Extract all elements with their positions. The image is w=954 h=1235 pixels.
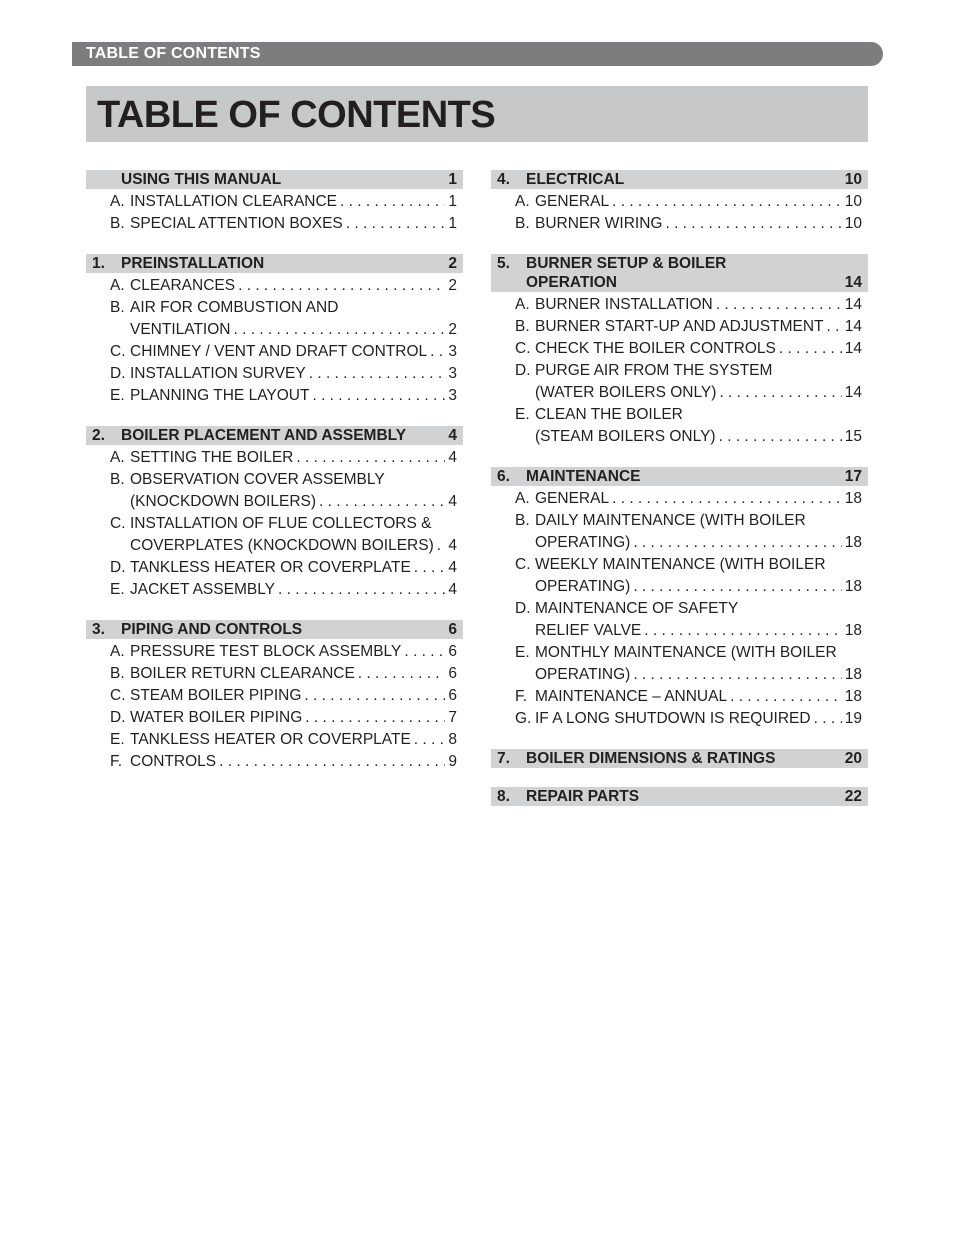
dot-leader xyxy=(414,557,446,579)
entry-page-number: 1 xyxy=(448,193,457,210)
entry-text: (KNOCKDOWN BOILERS) xyxy=(130,493,317,510)
section-page-number: 17 xyxy=(844,468,862,485)
entry-letter: D. xyxy=(515,600,531,617)
toc-section xyxy=(491,170,868,235)
entry-row xyxy=(535,338,862,360)
entry-row xyxy=(130,513,457,535)
entry-letter: C. xyxy=(110,515,126,532)
entry-page-number: 7 xyxy=(448,709,457,726)
section-title: PIPING AND CONTROLS xyxy=(121,621,303,638)
entry-page-number: 4 xyxy=(448,581,457,598)
entry-page-number: 18 xyxy=(844,578,862,595)
entry-page-number: 9 xyxy=(448,753,457,770)
entry-row xyxy=(535,532,862,554)
entry-letter: E. xyxy=(110,581,125,598)
section-page-number: 6 xyxy=(448,621,457,638)
toc-entry[interactable] xyxy=(491,642,868,664)
entry-text: RELIEF VALVE xyxy=(535,622,642,639)
toc-entry[interactable] xyxy=(491,426,868,448)
section-number: 5. xyxy=(497,255,510,272)
entry-page-number: 18 xyxy=(844,666,862,683)
entry-text: INSTALLATION SURVEY xyxy=(130,365,306,382)
toc-entry[interactable] xyxy=(491,382,868,404)
entry-page-number: 6 xyxy=(448,665,457,682)
entry-row xyxy=(130,297,457,319)
entry-text: OPERATING) xyxy=(535,578,631,595)
entry-page-number: 10 xyxy=(844,193,862,210)
section-page-number: 10 xyxy=(844,171,862,188)
toc-entry[interactable] xyxy=(86,319,463,341)
entry-text: COVERPLATES (KNOCKDOWN BOILERS) xyxy=(130,537,434,554)
dot-leader xyxy=(827,316,842,338)
entry-text: BOILER RETURN CLEARANCE xyxy=(130,665,355,682)
dot-leader xyxy=(319,491,445,513)
section-number: 3. xyxy=(92,621,105,638)
entry-row xyxy=(535,360,862,382)
entry-page-number: 8 xyxy=(448,731,457,748)
entry-page-number: 18 xyxy=(844,534,862,551)
entry-text: INSTALLATION OF FLUE COLLECTORS & xyxy=(130,515,432,532)
entry-page-number: 15 xyxy=(844,428,862,445)
toc-section xyxy=(86,170,463,235)
entry-row xyxy=(535,488,862,510)
toc-entry[interactable] xyxy=(491,554,868,576)
section-title: BOILER PLACEMENT AND ASSEMBLY xyxy=(121,427,407,444)
entry-row xyxy=(130,707,457,729)
entry-page-number: 14 xyxy=(844,318,862,335)
entry-text: CONTROLS xyxy=(130,753,217,770)
entry-text: (STEAM BOILERS ONLY) xyxy=(535,428,716,445)
entry-row xyxy=(130,579,457,601)
entry-letter: E. xyxy=(110,731,125,748)
entry-text: VENTILATION xyxy=(130,321,231,338)
entry-text: GENERAL xyxy=(535,490,610,507)
toc-section xyxy=(86,254,463,407)
entry-text: CHIMNEY / VENT AND DRAFT CONTROL xyxy=(130,343,428,360)
entry-text: PRESSURE TEST BLOCK ASSEMBLY xyxy=(130,643,402,660)
entry-text: GENERAL xyxy=(535,193,610,210)
entry-row xyxy=(130,363,457,385)
section-number: 2. xyxy=(92,427,105,444)
entry-row xyxy=(130,341,457,363)
entry-text: CHECK THE BOILER CONTROLS xyxy=(535,340,776,357)
section-heading[interactable] xyxy=(491,254,868,292)
toc-entry[interactable] xyxy=(86,729,463,751)
toc-column-left xyxy=(86,170,463,792)
section-title-line2: OPERATION xyxy=(526,274,617,291)
entry-letter: F. xyxy=(515,688,528,705)
entry-row xyxy=(535,213,862,235)
dot-leader xyxy=(304,685,445,707)
toc-entry[interactable] xyxy=(86,641,463,663)
entry-row xyxy=(130,729,457,751)
toc-section xyxy=(491,254,868,448)
entry-page-number: 14 xyxy=(844,340,862,357)
entry-row xyxy=(130,557,457,579)
toc-entry[interactable] xyxy=(491,316,868,338)
entry-page-number: 18 xyxy=(844,688,862,705)
toc-entry[interactable] xyxy=(86,275,463,297)
toc-entry[interactable] xyxy=(86,513,463,535)
entry-row xyxy=(130,213,457,235)
dot-leader xyxy=(358,663,446,685)
toc-entry[interactable] xyxy=(86,447,463,469)
section-number: 4. xyxy=(497,171,510,188)
toc-entry[interactable] xyxy=(86,707,463,729)
dot-leader xyxy=(305,707,445,729)
entry-page-number: 3 xyxy=(448,387,457,404)
toc-entry[interactable] xyxy=(86,579,463,601)
dot-leader xyxy=(719,426,842,448)
entry-row xyxy=(535,191,862,213)
entry-text: AIR FOR COMBUSTION AND xyxy=(130,299,339,316)
page-title: TABLE OF CONTENTS xyxy=(97,94,496,136)
title-band xyxy=(86,86,868,142)
dot-leader xyxy=(233,319,445,341)
toc-entry[interactable] xyxy=(86,363,463,385)
entry-text: CLEAN THE BOILER xyxy=(535,406,683,423)
section-title: ELECTRICAL xyxy=(526,171,625,188)
toc-entry[interactable] xyxy=(86,663,463,685)
entry-letter: C. xyxy=(515,340,531,357)
entry-row xyxy=(130,685,457,707)
entry-page-number: 6 xyxy=(448,687,457,704)
section-page-number: 2 xyxy=(448,255,457,272)
dot-leader xyxy=(346,213,446,235)
entry-row xyxy=(130,469,457,491)
entry-page-number: 3 xyxy=(448,343,457,360)
entry-letter: D. xyxy=(110,559,126,576)
toc-entry[interactable] xyxy=(491,598,868,620)
entry-text: PURGE AIR FROM THE SYSTEM xyxy=(535,362,773,379)
entry-row xyxy=(130,191,457,213)
section-page-number: 1 xyxy=(448,171,457,188)
dot-leader xyxy=(633,664,841,686)
entry-page-number: 2 xyxy=(448,321,457,338)
dot-leader xyxy=(414,729,446,751)
toc-entry[interactable] xyxy=(86,491,463,513)
entry-page-number: 18 xyxy=(844,490,862,507)
entry-letter: B. xyxy=(110,299,125,316)
entry-text: DAILY MAINTENANCE (WITH BOILER xyxy=(535,512,806,529)
section-title: BURNER SETUP & BOILER xyxy=(526,255,727,272)
section-number: 1. xyxy=(92,255,105,272)
toc-section xyxy=(491,749,868,768)
entry-row xyxy=(130,663,457,685)
entry-page-number: 14 xyxy=(844,384,862,401)
entry-letter: B. xyxy=(515,215,530,232)
dot-leader xyxy=(404,641,445,663)
header-tab xyxy=(72,42,883,66)
toc-entry[interactable] xyxy=(491,488,868,510)
entry-row xyxy=(130,535,457,557)
entry-text: TANKLESS HEATER OR COVERPLATE xyxy=(130,559,411,576)
entry-row xyxy=(535,316,862,338)
toc-entry[interactable] xyxy=(491,510,868,532)
entry-text: SPECIAL ATTENTION BOXES xyxy=(130,215,343,232)
section-heading[interactable] xyxy=(491,467,868,486)
entry-row xyxy=(535,404,862,426)
entry-row xyxy=(535,664,862,686)
toc-entry[interactable] xyxy=(491,686,868,708)
toc-entry[interactable] xyxy=(491,708,868,730)
entry-text: MAINTENANCE OF SAFETY xyxy=(535,600,739,617)
entry-letter: G. xyxy=(515,710,532,727)
entry-page-number: 4 xyxy=(448,493,457,510)
entry-text: OPERATING) xyxy=(535,534,631,551)
entry-row xyxy=(535,620,862,642)
entry-row xyxy=(535,642,862,664)
dot-leader xyxy=(219,751,445,773)
dot-leader xyxy=(665,213,841,235)
section-page-number: 22 xyxy=(844,788,862,805)
toc-entry[interactable] xyxy=(491,532,868,554)
entry-row xyxy=(130,641,457,663)
toc-entry[interactable] xyxy=(86,469,463,491)
entry-page-number: 19 xyxy=(844,710,862,727)
dot-leader xyxy=(612,488,842,510)
dot-leader xyxy=(309,363,446,385)
toc-entry[interactable] xyxy=(86,341,463,363)
section-heading[interactable] xyxy=(491,170,868,189)
dot-leader xyxy=(814,708,842,730)
entry-letter: B. xyxy=(110,665,125,682)
entry-letter: E. xyxy=(110,387,125,404)
section-number: 7. xyxy=(497,750,510,767)
dot-leader xyxy=(644,620,842,642)
toc-entry[interactable] xyxy=(491,213,868,235)
entry-page-number: 18 xyxy=(844,622,862,639)
entry-letter: B. xyxy=(515,318,530,335)
entry-letter: A. xyxy=(110,449,125,466)
dot-leader xyxy=(612,191,842,213)
entry-letter: A. xyxy=(110,643,125,660)
entry-letter: A. xyxy=(110,193,125,210)
dot-leader xyxy=(633,576,841,598)
entry-row xyxy=(535,576,862,598)
entry-letter: A. xyxy=(110,277,125,294)
section-page-number: 14 xyxy=(844,274,862,291)
dot-leader xyxy=(719,382,841,404)
section-title: PREINSTALLATION xyxy=(121,255,265,272)
entry-page-number: 4 xyxy=(448,449,457,466)
dot-leader xyxy=(437,535,446,557)
entry-text: PLANNING THE LAYOUT xyxy=(130,387,310,404)
entry-row xyxy=(130,751,457,773)
toc-entry[interactable] xyxy=(86,751,463,773)
entry-letter: C. xyxy=(110,687,126,704)
entry-row xyxy=(535,598,862,620)
section-heading[interactable] xyxy=(86,170,463,189)
entry-row xyxy=(130,275,457,297)
entry-text: MAINTENANCE – ANNUAL xyxy=(535,688,728,705)
entry-page-number: 4 xyxy=(448,559,457,576)
entry-row xyxy=(535,382,862,404)
dot-leader xyxy=(278,579,445,601)
dot-leader xyxy=(633,532,841,554)
entry-row xyxy=(130,447,457,469)
entry-letter: B. xyxy=(110,215,125,232)
entry-page-number: 6 xyxy=(448,643,457,660)
section-title: USING THIS MANUAL xyxy=(121,171,282,188)
toc-entry[interactable] xyxy=(491,294,868,316)
section-title: MAINTENANCE xyxy=(526,468,641,485)
entry-text: BURNER START-UP AND ADJUSTMENT xyxy=(535,318,824,335)
entry-text: TANKLESS HEATER OR COVERPLATE xyxy=(130,731,411,748)
entry-letter: D. xyxy=(515,362,531,379)
entry-row xyxy=(130,319,457,341)
entry-letter: A. xyxy=(515,296,530,313)
entry-text: INSTALLATION CLEARANCE xyxy=(130,193,338,210)
section-page-number: 4 xyxy=(448,427,457,444)
entry-page-number: 2 xyxy=(448,277,457,294)
header-tab-label: TABLE OF CONTENTS xyxy=(86,45,261,62)
section-number: 8. xyxy=(497,788,510,805)
entry-page-number: 1 xyxy=(448,215,457,232)
section-heading[interactable] xyxy=(86,426,463,445)
toc-entry[interactable] xyxy=(86,385,463,407)
entry-letter: A. xyxy=(515,490,530,507)
entry-text: MONTHLY MAINTENANCE (WITH BOILER xyxy=(535,644,837,661)
entry-text: OBSERVATION COVER ASSEMBLY xyxy=(130,471,385,488)
entry-page-number: 4 xyxy=(448,537,457,554)
entry-text: JACKET ASSEMBLY xyxy=(130,581,276,598)
section-title: BOILER DIMENSIONS & RATINGS xyxy=(526,750,776,767)
entry-letter: B. xyxy=(515,512,530,529)
entry-text: SETTING THE BOILER xyxy=(130,449,294,466)
dot-leader xyxy=(312,385,445,407)
toc-entry[interactable] xyxy=(491,191,868,213)
entry-row xyxy=(535,554,862,576)
toc-entry[interactable] xyxy=(86,213,463,235)
entry-letter: C. xyxy=(515,556,531,573)
toc-section xyxy=(491,787,868,806)
dot-leader xyxy=(296,447,445,469)
section-heading[interactable] xyxy=(86,254,463,273)
entry-text: BURNER INSTALLATION xyxy=(535,296,713,313)
section-heading[interactable] xyxy=(491,787,868,806)
toc-entry[interactable] xyxy=(491,360,868,382)
entry-row xyxy=(130,491,457,513)
entry-row xyxy=(535,708,862,730)
toc-entry[interactable] xyxy=(86,685,463,707)
entry-row xyxy=(535,686,862,708)
entry-letter: E. xyxy=(515,406,530,423)
entry-letter: E. xyxy=(515,644,530,661)
entry-letter: B. xyxy=(110,471,125,488)
entry-text: IF A LONG SHUTDOWN IS REQUIRED xyxy=(535,710,811,727)
entry-page-number: 10 xyxy=(844,215,862,232)
entry-text: (WATER BOILERS ONLY) xyxy=(535,384,717,401)
dot-leader xyxy=(430,341,445,363)
section-heading[interactable] xyxy=(491,749,868,768)
toc-entry[interactable] xyxy=(86,535,463,557)
entry-row xyxy=(535,510,862,532)
entry-text: CLEARANCES xyxy=(130,277,236,294)
entry-letter: A. xyxy=(515,193,530,210)
dot-leader xyxy=(730,686,842,708)
section-heading[interactable] xyxy=(86,620,463,639)
entry-letter: D. xyxy=(110,709,126,726)
toc-entry[interactable] xyxy=(86,297,463,319)
dot-leader xyxy=(779,338,842,360)
entry-letter: F. xyxy=(110,753,123,770)
dot-leader xyxy=(238,275,445,297)
toc-section xyxy=(491,467,868,730)
toc-entry[interactable] xyxy=(491,664,868,686)
toc-entry[interactable] xyxy=(491,338,868,360)
entry-text: WEEKLY MAINTENANCE (WITH BOILER xyxy=(535,556,826,573)
toc-column-right xyxy=(491,170,868,825)
entry-page-number: 14 xyxy=(844,296,862,313)
entry-text: WATER BOILER PIPING xyxy=(130,709,303,726)
section-page-number: 20 xyxy=(844,750,862,767)
entry-letter: D. xyxy=(110,365,126,382)
section-number: 6. xyxy=(497,468,510,485)
toc-entry[interactable] xyxy=(86,191,463,213)
dot-leader xyxy=(340,191,445,213)
toc-section xyxy=(86,426,463,601)
toc-entry[interactable] xyxy=(86,557,463,579)
toc-entry[interactable] xyxy=(491,620,868,642)
entry-text: BURNER WIRING xyxy=(535,215,663,232)
dot-leader xyxy=(716,294,842,316)
section-title: REPAIR PARTS xyxy=(526,788,640,805)
entry-row xyxy=(130,385,457,407)
toc-section xyxy=(86,620,463,773)
entry-text: OPERATING) xyxy=(535,666,631,683)
entry-page-number: 3 xyxy=(448,365,457,382)
entry-row xyxy=(535,426,862,448)
entry-text: STEAM BOILER PIPING xyxy=(130,687,302,704)
toc-entry[interactable] xyxy=(491,404,868,426)
entry-letter: C. xyxy=(110,343,126,360)
entry-row xyxy=(535,294,862,316)
toc-entry[interactable] xyxy=(491,576,868,598)
